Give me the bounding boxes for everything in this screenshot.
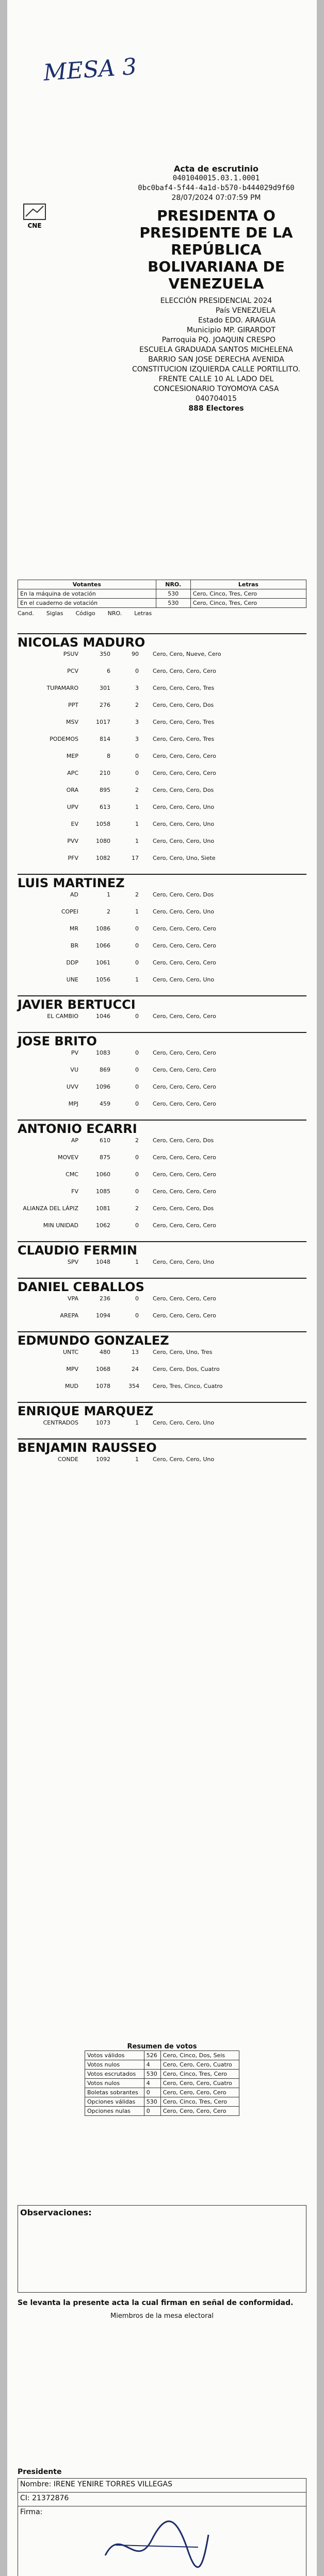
candidate-party-row bbox=[18, 1049, 306, 1066]
table-row: En el cuaderno de votación 530 Cero, Cinco, Tres, Cero bbox=[18, 599, 306, 608]
member-box bbox=[18, 2478, 306, 2576]
party-code: 1046 bbox=[96, 1013, 110, 1020]
party-code: 210 bbox=[100, 770, 110, 776]
party-party: MSV bbox=[66, 719, 78, 725]
party-letras: Cero, Cero, Cero, Uno bbox=[153, 821, 215, 827]
election-office: PRESIDENTA O PRESIDENTE DE LA REPÚBLICA BOLIVARIANA DE VENEZUELA bbox=[139, 207, 293, 292]
party-code: 1081 bbox=[96, 1205, 110, 1212]
candidate-party-row bbox=[18, 855, 306, 872]
party-letras: Cero, Tres, Cinco, Cuatro bbox=[153, 1383, 223, 1389]
party-party: UVV bbox=[66, 1083, 78, 1090]
party-nro: 3 bbox=[135, 685, 139, 691]
candidate-party-row bbox=[18, 1205, 306, 1222]
table-row: Votos nulos 4 Cero, Cero, Cero, Cuatro bbox=[85, 2079, 239, 2088]
parish: Parroquia PQ. JOAQUIN CRESPO bbox=[161, 336, 276, 344]
party-party: MIN UNIDAD bbox=[43, 1222, 78, 1229]
party-letras: Cero, Cero, Cero, Cero bbox=[153, 1100, 216, 1107]
party-letras: Cero, Cero, Cero, Cero bbox=[153, 1312, 216, 1319]
candidate-name: LUIS MARTINEZ bbox=[18, 874, 306, 891]
col-votantes: Votantes bbox=[18, 580, 156, 589]
party-code: 301 bbox=[100, 685, 110, 691]
party-code: 1085 bbox=[96, 1188, 110, 1195]
party-nro: 0 bbox=[135, 1013, 139, 1020]
member-firma-label: Firma: bbox=[20, 2508, 43, 2516]
party-letras: Cero, Cero, Cero, Uno bbox=[153, 1419, 215, 1426]
candidate-party-row bbox=[18, 821, 306, 838]
party-party: PCV bbox=[67, 668, 78, 674]
candidate-party-row bbox=[18, 1188, 306, 1205]
party-letras: Cero, Cero, Cero, Uno bbox=[153, 976, 215, 983]
party-letras: Cero, Cero, Cero, Tres bbox=[153, 685, 215, 691]
candidate-party-row bbox=[18, 1456, 306, 1473]
acta-hash: 0bc0baf4-5f44-4a1d-b570-b444029d9f60 bbox=[138, 184, 295, 192]
party-nro: 1 bbox=[135, 976, 139, 983]
candidate-party-row bbox=[18, 925, 306, 942]
candidate-party-row bbox=[18, 651, 306, 668]
party-code: 6 bbox=[107, 668, 110, 674]
candidate-party-row bbox=[18, 891, 306, 908]
party-code: 350 bbox=[100, 651, 110, 657]
party-letras: Cero, Cero, Cero, Cero bbox=[153, 668, 216, 674]
party-letras: Cero, Cero, Uno, Siete bbox=[153, 855, 216, 861]
party-party: MR bbox=[69, 925, 78, 932]
party-party: PODEMOS bbox=[50, 736, 78, 742]
table-row: Opciones válidas 530 Cero, Cinco, Tres, Cero bbox=[85, 2097, 239, 2107]
candidate-name: BENJAMIN RAUSSEO bbox=[18, 1438, 306, 1456]
observaciones-box bbox=[18, 2205, 306, 2293]
party-party: CMC bbox=[66, 1171, 78, 1178]
candidate-party-row bbox=[18, 1259, 306, 1276]
party-party: PFV bbox=[68, 855, 78, 861]
party-code: 875 bbox=[100, 1154, 110, 1161]
party-nro: 90 bbox=[132, 651, 139, 657]
observaciones-section bbox=[18, 2205, 306, 2320]
party-letras: Cero, Cero, Cero, Cero bbox=[153, 1171, 216, 1178]
candidate-party-row bbox=[18, 1066, 306, 1083]
candidate-party-row bbox=[18, 1383, 306, 1400]
party-nro: 24 bbox=[132, 1366, 139, 1372]
center-name: ESCUELA GRADUADA SANTOS MICHELENA bbox=[139, 346, 293, 354]
party-letras: Cero, Cero, Nueve, Cero bbox=[153, 651, 221, 657]
party-nro: 0 bbox=[135, 1222, 139, 1229]
party-letras: Cero, Cero, Cero, Uno bbox=[153, 804, 215, 810]
party-party: COPEI bbox=[61, 908, 78, 915]
candidate-party-row bbox=[18, 1366, 306, 1383]
party-party: AREPA bbox=[60, 1312, 78, 1319]
party-party: EV bbox=[71, 821, 78, 827]
party-code: 480 bbox=[100, 1349, 110, 1355]
party-code: 1073 bbox=[96, 1419, 110, 1426]
party-code: 1061 bbox=[96, 959, 110, 966]
member-firma-box bbox=[18, 2506, 306, 2576]
candidate-name: ANTONIO ECARRI bbox=[18, 1120, 306, 1137]
party-party: BR bbox=[70, 942, 78, 949]
party-nro: 0 bbox=[135, 925, 139, 932]
party-letras: Cero, Cero, Cero, Cero bbox=[153, 1013, 216, 1020]
party-party: MOVEV bbox=[58, 1154, 78, 1161]
candidate-party-row bbox=[18, 1419, 306, 1436]
candidate-name: EDMUNDO GONZALEZ bbox=[18, 1331, 306, 1349]
party-nro: 0 bbox=[135, 1083, 139, 1090]
table-row: Votos válidos 526 Cero, Cinco, Dos, Seis bbox=[85, 2051, 239, 2060]
party-letras: Cero, Cero, Cero, Cero bbox=[153, 1295, 216, 1302]
party-nro: 1 bbox=[135, 1456, 139, 1463]
candidate-name: NICOLAS MADURO bbox=[18, 633, 306, 651]
party-code: 1056 bbox=[96, 976, 110, 983]
party-letras: Cero, Cero, Cero, Dos bbox=[153, 1137, 214, 1144]
party-letras: Cero, Cero, Cero, Cero bbox=[153, 925, 216, 932]
party-letras: Cero, Cero, Cero, Cero bbox=[153, 1222, 216, 1229]
candidate-party-row bbox=[18, 959, 306, 976]
summary-section bbox=[18, 2043, 306, 2116]
party-nro: 0 bbox=[135, 1188, 139, 1195]
candidate-party-row bbox=[18, 1154, 306, 1171]
party-code: 1058 bbox=[96, 821, 110, 827]
party-nro: 3 bbox=[135, 719, 139, 725]
party-party: AD bbox=[70, 891, 78, 898]
party-nro: 0 bbox=[135, 1100, 139, 1107]
party-party: CONDE bbox=[58, 1456, 78, 1463]
party-party: MUD bbox=[64, 1383, 78, 1389]
party-party: ALIANZA DEL LÁPIZ bbox=[23, 1205, 78, 1212]
candidate-party-row bbox=[18, 1312, 306, 1329]
party-party: CENTRADOS bbox=[43, 1419, 78, 1426]
candidate-party-row bbox=[18, 1137, 306, 1154]
party-party: TUPAMARO bbox=[46, 685, 78, 691]
party-code: 1096 bbox=[96, 1083, 110, 1090]
party-nro: 17 bbox=[132, 855, 139, 861]
party-letras: Cero, Cero, Cero, Cero bbox=[153, 753, 216, 759]
summary-title: Resumen de votos bbox=[127, 2043, 197, 2050]
party-letras: Cero, Cero, Uno, Tres bbox=[153, 1349, 213, 1355]
party-letras: Cero, Cero, Cero, Dos bbox=[153, 1205, 214, 1212]
candidate-name: CLAUDIO FERMIN bbox=[18, 1241, 306, 1259]
candidate-party-row bbox=[18, 1171, 306, 1188]
candidate-party-row bbox=[18, 1349, 306, 1366]
party-nro: 1 bbox=[135, 804, 139, 810]
state: Estado EDO. ARAGUA bbox=[198, 316, 276, 325]
party-party: VU bbox=[70, 1066, 78, 1073]
candidate-name: JAVIER BERTUCCI bbox=[18, 995, 306, 1013]
signature-scribble bbox=[100, 2514, 214, 2576]
electors-count: 888 Electores bbox=[188, 404, 244, 413]
party-nro: 0 bbox=[135, 1154, 139, 1161]
party-nro: 0 bbox=[135, 770, 139, 776]
party-code: 1078 bbox=[96, 1383, 110, 1389]
party-letras: Cero, Cero, Cero, Uno bbox=[153, 1456, 215, 1463]
party-nro: 1 bbox=[135, 908, 139, 915]
party-party: PPT bbox=[68, 702, 78, 708]
party-nro: 2 bbox=[135, 1137, 139, 1144]
candidate-party-row bbox=[18, 942, 306, 959]
party-party: APC bbox=[67, 770, 78, 776]
party-nro: 0 bbox=[135, 959, 139, 966]
candidate-party-row bbox=[18, 787, 306, 804]
party-code: 1062 bbox=[96, 1222, 110, 1229]
member-role: Presidente bbox=[18, 2468, 62, 2476]
party-code: 610 bbox=[100, 1137, 110, 1144]
party-letras: Cero, Cero, Cero, Cero bbox=[153, 770, 216, 776]
candidate-party-row bbox=[18, 1083, 306, 1100]
party-code: 814 bbox=[100, 736, 110, 742]
party-nro: 1 bbox=[135, 838, 139, 844]
party-code: 1092 bbox=[96, 1456, 110, 1463]
party-party: FV bbox=[71, 1188, 78, 1195]
party-nro: 3 bbox=[135, 736, 139, 742]
candidate-party-row bbox=[18, 804, 306, 821]
member-block bbox=[18, 2468, 306, 2576]
party-nro: 0 bbox=[135, 1049, 139, 1056]
party-letras: Cero, Cero, Cero, Dos bbox=[153, 702, 214, 708]
paper-sheet bbox=[7, 0, 317, 2576]
candidates-header: Cand. Siglas Código NRO. Letras bbox=[18, 610, 152, 617]
party-code: 1094 bbox=[96, 1312, 110, 1319]
party-code: 1068 bbox=[96, 1366, 110, 1372]
party-party: EL CAMBIO bbox=[47, 1013, 78, 1020]
party-letras: Cero, Cero, Cero, Dos bbox=[153, 891, 214, 898]
party-nro: 1 bbox=[135, 1259, 139, 1265]
party-party: AP bbox=[71, 1137, 78, 1144]
party-letras: Cero, Cero, Cero, Tres bbox=[153, 736, 215, 742]
party-code: 236 bbox=[100, 1295, 110, 1302]
party-nro: 2 bbox=[135, 702, 139, 708]
party-code: 1082 bbox=[96, 855, 110, 861]
party-letras: Cero, Cero, Cero, Cero bbox=[153, 959, 216, 966]
party-party: VPA bbox=[68, 1295, 78, 1302]
party-party: MPV bbox=[66, 1366, 78, 1372]
party-letras: Cero, Cero, Cero, Uno bbox=[153, 838, 215, 844]
table-row: Votos nulos 4 Cero, Cero, Cero, Cuatro bbox=[85, 2060, 239, 2070]
cne-logo bbox=[22, 201, 47, 230]
header-block bbox=[131, 164, 301, 414]
party-code: 895 bbox=[100, 787, 110, 793]
municipality: Municipio MP. GIRARDOT bbox=[186, 326, 276, 334]
party-letras: Cero, Cero, Cero, Cero bbox=[153, 1066, 216, 1073]
party-nro: 0 bbox=[135, 942, 139, 949]
party-code: 459 bbox=[100, 1100, 110, 1107]
party-letras: Cero, Cero, Cero, Cero bbox=[153, 1154, 216, 1161]
party-party: MPJ bbox=[68, 1100, 78, 1107]
candidate-party-row bbox=[18, 702, 306, 719]
party-code: 1017 bbox=[96, 719, 110, 725]
party-party: PV bbox=[71, 1049, 78, 1056]
party-letras: Cero, Cero, Cero, Cero bbox=[153, 1083, 216, 1090]
party-party: PSUV bbox=[63, 651, 78, 657]
center-code: 040704015 bbox=[195, 395, 237, 403]
party-party: DDP bbox=[66, 959, 78, 966]
candidate-party-row bbox=[18, 1100, 306, 1117]
party-nro: 1 bbox=[135, 821, 139, 827]
party-nro: 2 bbox=[135, 1205, 139, 1212]
candidate-party-row bbox=[18, 1013, 306, 1030]
table-row: Opciones nulas 0 Cero, Cero, Cero, Cero bbox=[85, 2107, 239, 2116]
table-row: En la máquina de votación 530 Cero, Cinco, Tres, Cero bbox=[18, 589, 306, 599]
party-code: 8 bbox=[107, 753, 110, 759]
candidate-party-row bbox=[18, 753, 306, 770]
party-letras: Cero, Cero, Dos, Cuatro bbox=[153, 1366, 220, 1372]
svg-text:CNE: CNE bbox=[27, 222, 42, 229]
candidate-party-row bbox=[18, 736, 306, 753]
party-letras: Cero, Cero, Cero, Uno bbox=[153, 1259, 215, 1265]
party-code: 1080 bbox=[96, 838, 110, 844]
party-nro: 0 bbox=[135, 1066, 139, 1073]
party-code: 613 bbox=[100, 804, 110, 810]
party-nro: 0 bbox=[135, 668, 139, 674]
party-letras: Cero, Cero, Cero, Cero bbox=[153, 1188, 216, 1195]
candidate-name: JOSE BRITO bbox=[18, 1032, 306, 1049]
candidate-party-row bbox=[18, 838, 306, 855]
observaciones-label: Observaciones: bbox=[20, 2208, 92, 2217]
candidate-name: DANIEL CEBALLOS bbox=[18, 1278, 306, 1295]
party-nro: 0 bbox=[135, 753, 139, 759]
center-address: BARRIO SAN JOSE DERECHA AVENIDA CONSTITUCION IZQUIERDA CALLE PORTILLITO. FRENTE CALLE 10 AL LADO DEL CONCESIONARIO TOYOMOYA CASA bbox=[132, 355, 300, 393]
miembros-title: Miembros de la mesa electoral bbox=[110, 2312, 214, 2320]
candidate-party-row bbox=[18, 668, 306, 685]
summary-table bbox=[85, 2050, 239, 2116]
party-code: 1086 bbox=[96, 925, 110, 932]
party-party: PVV bbox=[67, 838, 78, 844]
party-nro: 2 bbox=[135, 787, 139, 793]
party-code: 869 bbox=[100, 1066, 110, 1073]
party-code: 1060 bbox=[96, 1171, 110, 1178]
party-letras: Cero, Cero, Cero, Dos bbox=[153, 787, 214, 793]
party-nro: 0 bbox=[135, 1295, 139, 1302]
party-party: UNE bbox=[66, 976, 78, 983]
party-nro: 13 bbox=[132, 1349, 139, 1355]
party-party: SPV bbox=[67, 1259, 78, 1265]
party-nro: 354 bbox=[128, 1383, 139, 1389]
party-letras: Cero, Cero, Cero, Cero bbox=[153, 942, 216, 949]
party-nro: 2 bbox=[135, 891, 139, 898]
candidate-party-row bbox=[18, 685, 306, 702]
col-nro: NRO. bbox=[156, 580, 190, 589]
country: País VENEZUELA bbox=[215, 307, 276, 315]
table-row: Votos escrutados 530 Cero, Cinco, Tres, Cero bbox=[85, 2070, 239, 2079]
candidate-party-row bbox=[18, 1295, 306, 1312]
candidate-party-row bbox=[18, 976, 306, 993]
election-name: ELECCIÓN PRESIDENCIAL 2024 bbox=[160, 297, 272, 305]
candidate-party-row bbox=[18, 908, 306, 925]
candidate-party-row bbox=[18, 719, 306, 736]
candidate-name: ENRIQUE MARQUEZ bbox=[18, 1402, 306, 1419]
acta-title: Acta de escrutinio bbox=[174, 164, 258, 174]
col-letras: Letras bbox=[190, 580, 306, 589]
candidate-party-row bbox=[18, 1222, 306, 1239]
party-nro: 1 bbox=[135, 1419, 139, 1426]
table-row: Boletas sobrantes 0 Cero, Cero, Cero, Cero bbox=[85, 2088, 239, 2097]
party-code: 276 bbox=[100, 702, 110, 708]
party-code: 1066 bbox=[96, 942, 110, 949]
acta-code: 0401040015.03.1.0001 bbox=[172, 174, 260, 182]
party-letras: Cero, Cero, Cero, Cero bbox=[153, 1049, 216, 1056]
lectura-text: Se levanta la presente acta la cual firman en señal de conformidad. bbox=[18, 2299, 294, 2307]
party-code: 1083 bbox=[96, 1049, 110, 1056]
member-ci: CI: 21372876 bbox=[18, 2493, 306, 2506]
party-letras: Cero, Cero, Cero, Uno bbox=[153, 908, 215, 915]
acta-datetime: 28/07/2024 07:07:59 PM bbox=[171, 194, 261, 202]
party-party: ORA bbox=[66, 787, 78, 793]
party-party: UNTC bbox=[62, 1349, 78, 1355]
candidates-section bbox=[18, 631, 306, 1473]
handwritten-mesa: MESA 3 bbox=[42, 53, 138, 87]
party-code: 2 bbox=[107, 908, 110, 915]
party-letras: Cero, Cero, Cero, Tres bbox=[153, 719, 215, 725]
votantes-table bbox=[18, 580, 306, 608]
party-code: 1048 bbox=[96, 1259, 110, 1265]
member-nombre: Nombre: IRENE YENIRE TORRES VILLEGAS bbox=[18, 2479, 306, 2493]
candidate-party-row bbox=[18, 770, 306, 787]
votantes-section bbox=[18, 580, 306, 617]
party-nro: 0 bbox=[135, 1312, 139, 1319]
party-code: 1 bbox=[107, 891, 110, 898]
party-party: UPV bbox=[67, 804, 78, 810]
party-nro: 0 bbox=[135, 1171, 139, 1178]
party-party: MEP bbox=[66, 753, 78, 759]
